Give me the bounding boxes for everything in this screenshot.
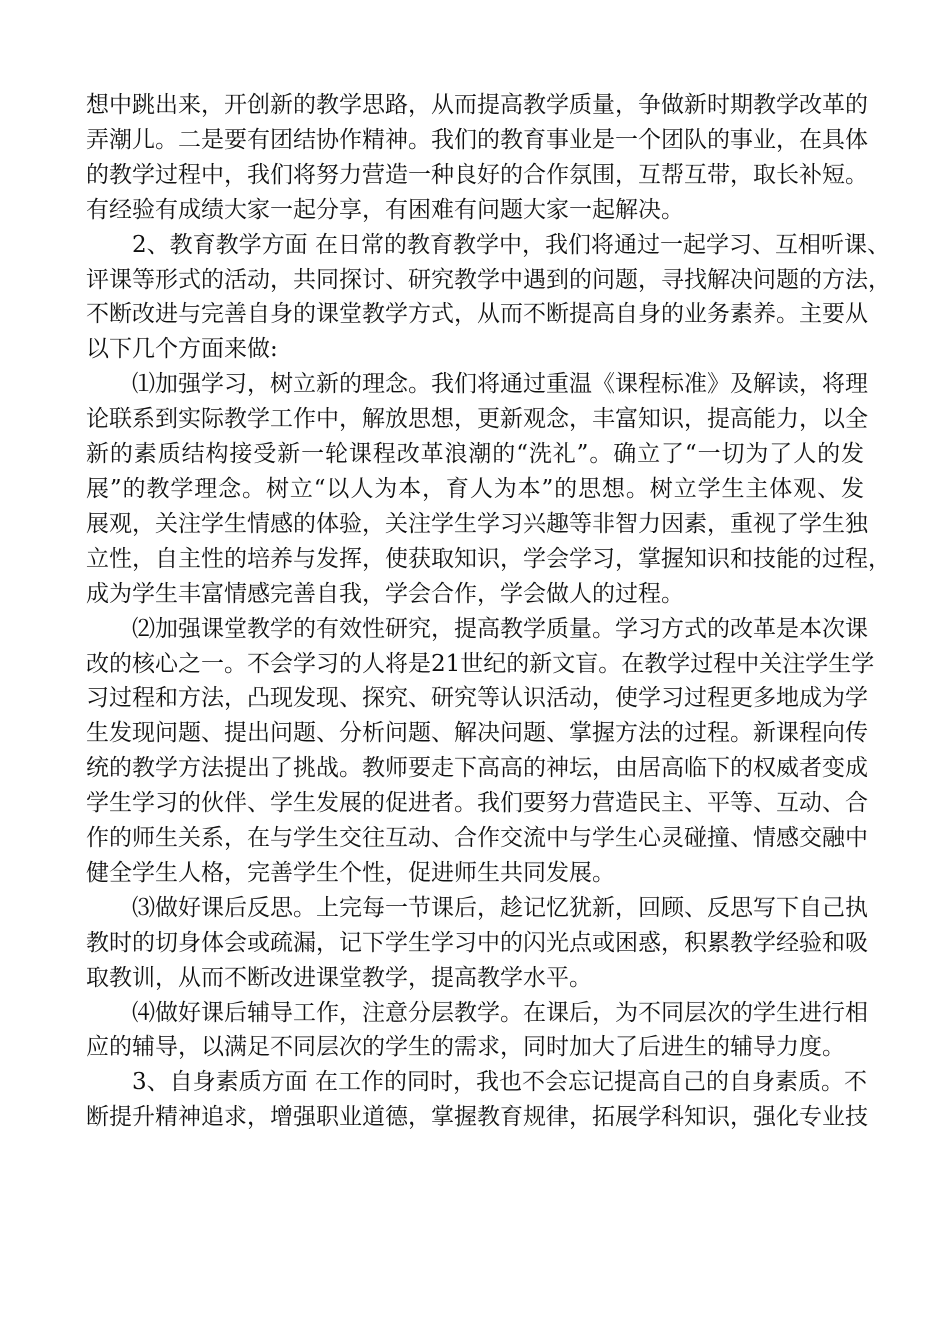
text-line: 不断改进与完善自身的课堂教学方式，从而不断提高自身的业务素养。主要从 [86,301,868,328]
text-line: 论联系到实际教学工作中，解放思想，更新观念，丰富知识，提高能力，以全 [86,406,868,433]
text-line: 3、自身素质方面 在工作的同时，我也不会忘记提高自己的自身素质。不 [132,1069,867,1096]
paragraph-item-3 [86,891,868,996]
paragraph-item-4 [86,996,868,1066]
text-line: 以下几个方面来做: [86,336,278,363]
text-line: 作的师生关系，在与学生交往互动、合作交流中与学生心灵碰撞、情感交融中 [86,825,868,852]
paragraph-1-continued [86,88,868,228]
text-line: 统的教学方法提出了挑战。教师要走下高高的神坛，由居高临下的权威者变成 [86,755,868,782]
text-line: 取教训，从而不断改进课堂教学，提高教学水平。 [86,964,592,991]
text-line: 习过程和方法，凸现发现、探究、研究等认识活动，使学习过程更多地成为学 [86,685,868,712]
text-line: 立性，自主性的培养与发挥，使获取知识，学会学习，掌握知识和技能的过程， [86,545,891,572]
text-line: 2、教育教学方面 在日常的教育教学中，我们将通过一起学习、互相听课、 [132,231,890,258]
paragraph-self-quality [86,1065,868,1135]
paragraph-teaching-aspect [86,228,891,368]
paragraph-item-2 [86,612,875,891]
text-line: 展观，关注学生情感的体验，关注学生学习兴趣等非智力因素，重视了学生独 [86,510,868,537]
text-line: 生发现问题、提出问题、分析问题、解决问题、掌握方法的过程。新课程向传 [86,720,868,747]
text-line: 改的核心之一。不会学习的人将是21世纪的新文盲。在教学过程中关注学生学 [86,650,875,677]
text-line: ⑶做好课后反思。上完每一节课后，趁记忆犹新，回顾、反思写下自己执 [132,894,868,921]
text-line: 应的辅导，以满足不同层次的学生的需求，同时加大了后进生的辅导力度。 [86,1034,845,1061]
text-line: 教时的切身体会或疏漏，记下学生学习中的闪光点或困惑，积累教学经验和吸 [86,929,868,956]
text-line: 弄潮儿。二是要有团结协作精神。我们的教育事业是一个团队的事业，在具体 [86,126,868,153]
text-line: 学生学习的伙伴、学生发展的促进者。我们要努力营造民主、平等、互动、合 [86,790,868,817]
text-line: 有经验有成绩大家一起分享，有困难有问题大家一起解决。 [86,196,684,223]
text-line: 想中跳出来，开创新的教学思路，从而提高教学质量，争做新时期教学改革的 [86,92,868,118]
paragraph-item-1 [86,367,891,611]
text-line: 展”的教学理念。树立“以人为本，育人为本”的思想。树立学生主体观、发 [86,475,864,502]
text-line: 的教学过程中，我们将努力营造一种良好的合作氛围，互帮互带，取长补短。 [86,161,868,188]
text-line: ⑷做好课后辅导工作，注意分层教学。在课后，为不同层次的学生进行相 [132,999,868,1026]
text-line: 健全学生人格，完善学生个性，促进师生共同发展。 [86,859,615,886]
text-line: 评课等形式的活动，共同探讨、研究教学中遇到的问题，寻找解决问题的方法， [86,266,891,293]
text-line: 新的素质结构接受新一轮课程改革浪潮的“洗礼”。确立了“一切为了人的发 [86,441,864,468]
text-line: 成为学生丰富情感完善自我，学会合作，学会做人的过程。 [86,580,684,607]
text-line: 断提升精神追求，增强职业道德，掌握教育规律，拓展学科知识，强化专业技 [86,1104,868,1131]
text-line: ⑴加强学习，树立新的理念。我们将通过重温《课程标准》及解读，将理 [132,371,868,398]
text-line: ⑵加强课堂教学的有效性研究，提高教学质量。学习方式的改革是本次课 [132,615,868,642]
